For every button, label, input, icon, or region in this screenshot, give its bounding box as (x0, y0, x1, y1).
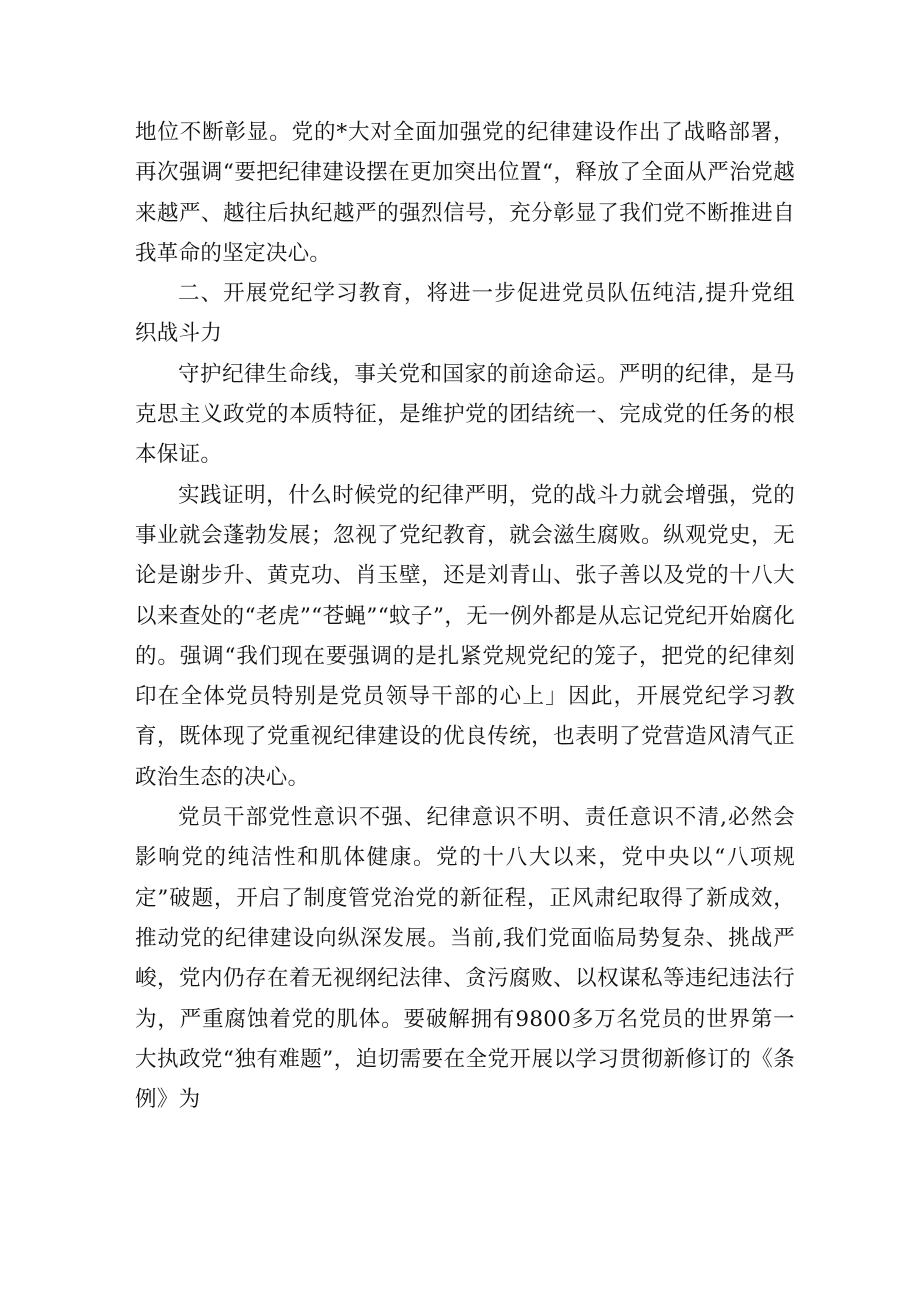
paragraph-continuation: 地位不断彰显。党的*大对全面加强党的纪律建设作出了战略部署，再次强调“要把纪律建设摆在更加突出位置“，释放了全面从严治党越来越严、越往后执纪越严的强烈信号，充分彰显了我们党不断推进自我革命的坚定决心。 (135, 120, 795, 266)
paragraph: 党员干部党性意识不强、纪律意识不明、责任意识不清,必然会影响党的纯洁性和肌体健康。党的十八大以来，党中央以“八项规定”破题，开启了制度管党治党的新征程，正风肃纪取得了新成效，推动党的纪律建设向纵深发展。当前,我们党面临局势复杂、挑战严峻，党内仍存在着无视纲纪法律、贪污腐败、以权谋私等违纪违法行为，严重腐蚀着党的肌体。要破解拥有9800多万名党员的世界第一大执政党“独有难题”，迫切需要在全党开展以学习贯彻新修订的《条例》为 (135, 805, 795, 1113)
document-body (135, 113, 795, 1120)
paragraph: 实践证明，什么时候党的纪律严明，党的战斗力就会增强，党的事业就会蓬勃发展；忽视了党纪教育，就会滋生腐败。纵观党史，无论是谢步升、黄克功、肖玉壁，还是刘青山、张子善以及党的十八大以来查处的“老虎”“苍蝇”“蚊子”，无一例外都是从忘记党纪开始腐化的。强调“我们现在要强调的是扎紧党规党纪的笼子，把党的纪律刻印在全体党员特别是党员领导干部的心上」因此，开展党纪学习教育，既体现了党重视纪律建设的优良传统，也表明了党营造风清气正政治生态的决心。 (135, 482, 795, 790)
paragraph: 守护纪律生命线，事关党和国家的前途命运。严明的纪律，是马克思主义政党的本质特征，是维护党的团结统一、完成党的任务的根本保证。 (135, 361, 795, 468)
section-heading: 二、开展党纪学习教育，将进一步促进党员队伍纯洁,提升党组织战斗力 (135, 281, 795, 347)
